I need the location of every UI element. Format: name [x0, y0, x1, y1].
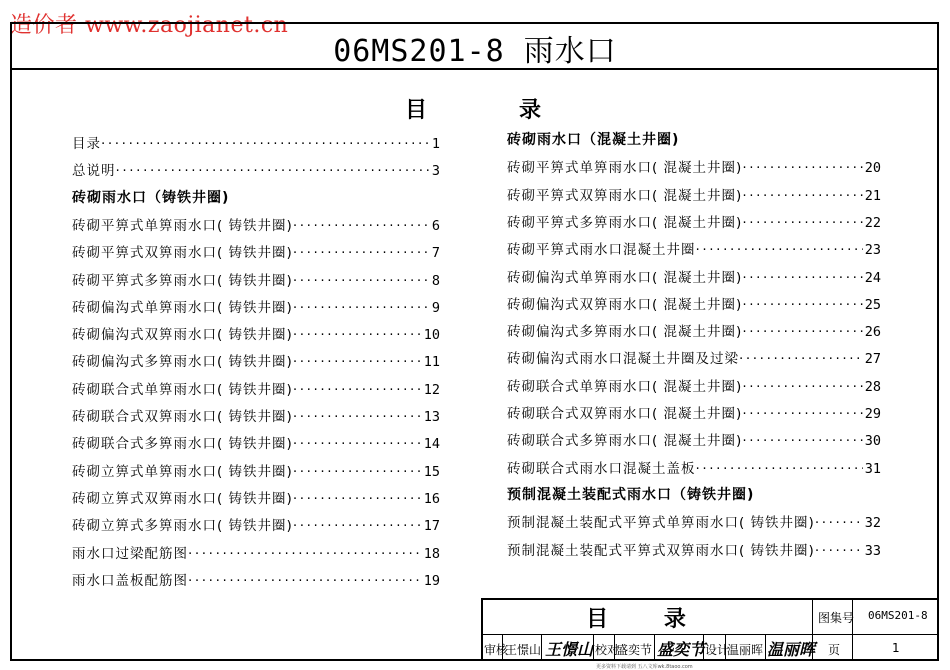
toc-leader-dots: [742, 297, 862, 313]
toc-leader-dots: [293, 382, 422, 398]
toc-leader-dots: [742, 270, 862, 286]
toc-entry[interactable]: [507, 320, 881, 340]
toc-leader-dots: [815, 543, 863, 559]
toc-entry[interactable]: [72, 405, 440, 425]
toc-entry[interactable]: [72, 542, 440, 562]
designer-signature: 温丽晖: [767, 640, 816, 659]
toc-entry[interactable]: [72, 350, 440, 370]
toc-leader-dots: [293, 327, 422, 343]
toc-entry-page: 22: [864, 214, 881, 231]
toc-leader-dots: [293, 354, 422, 370]
toc-entry-page: 28: [864, 378, 881, 395]
toc-entry[interactable]: [507, 184, 881, 204]
toc-leader-dots: [742, 433, 862, 449]
toc-entry-title: 砖砌偏沟式双箅雨水口( 混凝土井圈): [507, 296, 743, 313]
toc-entry[interactable]: [507, 375, 881, 395]
toc-entry[interactable]: [72, 132, 440, 152]
toc-entry[interactable]: [72, 214, 440, 234]
toc-entry-page: 1: [431, 136, 440, 152]
toc-entry-title: 目录: [72, 136, 101, 152]
toc-leader-dots: [293, 518, 422, 534]
toc-entry[interactable]: [507, 211, 881, 231]
toc-entry-page: 33: [864, 542, 881, 559]
toc-entry-title: 砖砌联合式雨水口混凝土盖板: [507, 460, 696, 477]
toc-section-heading: 砖砌雨水口（混凝土井圈): [507, 132, 680, 148]
toc-entry[interactable]: [507, 347, 881, 367]
toc-entry-title: 砖砌联合式单箅雨水口( 混凝土井圈): [507, 378, 743, 395]
title-block-divider: [765, 634, 766, 661]
toc-entry-title: 砖砌立箅式单箅雨水口( 铸铁井圈): [72, 463, 293, 480]
toc-leader-dots: [696, 242, 863, 258]
toc-entry-page: 3: [431, 163, 440, 180]
toc-entry-page: 7: [431, 245, 440, 262]
toc-leader-dots: [293, 245, 430, 261]
toc-entry-title: 砖砌平箅式双箅雨水口( 混凝土井圈): [507, 187, 743, 204]
toc-entry[interactable]: [507, 238, 881, 258]
toc-entry[interactable]: [72, 296, 440, 316]
toc-entry-page: 32: [864, 515, 881, 532]
toc-entry-title: 砖砌立箅式多箅雨水口( 铸铁井圈): [72, 518, 293, 535]
toc-entry-page: 25: [864, 296, 881, 313]
toc-entry[interactable]: [72, 569, 440, 589]
toc-leader-dots: [739, 351, 863, 367]
toc-entry-title: 预制混凝土装配式平箅式单箅雨水口( 铸铁井圈): [507, 515, 815, 532]
toc-entry-title: 砖砌联合式双箅雨水口( 混凝土井圈): [507, 406, 743, 422]
toc-entry[interactable]: [507, 266, 881, 286]
toc-entry-page: 23: [864, 242, 881, 259]
page-label: 页: [828, 643, 841, 657]
toc-entry[interactable]: [72, 514, 440, 534]
toc-leader-dots: [293, 491, 422, 507]
toc-entry[interactable]: [72, 460, 440, 480]
toc-section-heading: 预制混凝土装配式雨水口（铸铁井圈): [507, 486, 755, 503]
designer-name: 温丽晖: [727, 643, 764, 657]
toc-entry[interactable]: [72, 487, 440, 507]
toc-entry-title: 预制混凝土装配式平箅式双箅雨水口( 铸铁井圈): [507, 542, 815, 559]
toc-entry-page: 6: [431, 217, 440, 234]
toc-entry-title: 雨水口过梁配筋图: [72, 545, 188, 562]
toc-entry[interactable]: [507, 539, 881, 559]
toc-entry-page: 12: [423, 381, 440, 398]
toc-heading-right: 录: [519, 98, 542, 123]
toc-leader-dots: [696, 461, 863, 477]
toc-entry-title: 砖砌偏沟式单箅雨水口( 铸铁井圈): [72, 299, 293, 316]
title-block-divider: [593, 634, 594, 661]
toc-entry-title: 砖砌平箅式雨水口混凝土井圈: [507, 242, 696, 259]
toc-entry[interactable]: [72, 378, 440, 398]
toc-section-heading: 砖砌雨水口（铸铁井圈): [72, 189, 230, 206]
toc-entry-title: 砖砌平箅式多箅雨水口( 混凝土井圈): [507, 214, 743, 231]
toc-entry-page: 18: [423, 545, 440, 562]
toc-entry-title: 砖砌平箅式多箅雨水口( 铸铁井圈): [72, 272, 293, 289]
toc-entry[interactable]: [507, 429, 881, 449]
toc-entry-title: 砖砌偏沟式双箅雨水口( 铸铁井圈): [72, 327, 293, 344]
checker-signature: 盛奕节: [657, 640, 706, 659]
toc-entry-page: 30: [864, 433, 881, 450]
toc-entry-title: 砖砌平箅式双箅雨水口( 铸铁井圈): [72, 245, 293, 262]
download-footnote: 更多资料下载请到 五八文库wk.8taoo.com: [596, 664, 693, 670]
toc-entry-page: 16: [423, 490, 440, 507]
toc-leader-dots: [742, 215, 862, 231]
toc-entry[interactable]: [72, 159, 440, 179]
toc-leader-dots: [742, 379, 862, 395]
toc-entry-title: 砖砌平箅式单箅雨水口( 混凝土井圈): [507, 160, 743, 177]
toc-entry-title: 砖砌联合式多箅雨水口( 铸铁井圈): [72, 436, 293, 453]
toc-entry[interactable]: [72, 269, 440, 289]
toc-entry-title: 砖砌偏沟式多箅雨水口( 混凝土井圈): [507, 324, 743, 341]
toc-entry-page: 15: [423, 463, 440, 480]
toc-heading-left: 目: [405, 98, 428, 123]
page-number: 1: [892, 641, 900, 655]
toc-entry[interactable]: [507, 293, 881, 313]
toc-heading: [0, 93, 950, 121]
toc-entry-page: 13: [423, 409, 440, 425]
toc-entry-page: 27: [864, 351, 881, 368]
toc-entry[interactable]: [507, 457, 881, 477]
toc-entry[interactable]: [507, 402, 881, 422]
toc-entry[interactable]: [507, 156, 881, 176]
toc-entry-title: 砖砌联合式单箅雨水口( 铸铁井圈): [72, 381, 293, 398]
title-block-sheet-title: 目 录: [586, 606, 710, 632]
toc-entry-page: 8: [431, 272, 440, 289]
toc-entry-page: 9: [431, 299, 440, 316]
reviewer-signature: 王憬山: [545, 640, 594, 659]
toc-leader-dots: [742, 188, 862, 204]
toc-entry[interactable]: [72, 323, 440, 343]
atlas-number-label: 图集号: [818, 611, 855, 625]
toc-leader-dots: [293, 436, 422, 452]
toc-entry-page: 10: [423, 327, 440, 344]
toc-leader-dots: [742, 324, 862, 340]
toc-entry-title: 砖砌偏沟式多箅雨水口( 铸铁井圈): [72, 354, 293, 371]
design-label: 设计: [705, 643, 730, 657]
review-label: 审核: [484, 643, 509, 657]
toc-leader-dots: [101, 136, 430, 152]
toc-leader-dots: [742, 160, 862, 176]
toc-leader-dots: [116, 163, 430, 179]
toc-entry-page: 19: [423, 572, 440, 589]
toc-entry-page: 17: [423, 518, 440, 535]
toc-leader-dots: [293, 300, 430, 316]
site-watermark: 造价者 www.zaojianet.cn: [10, 13, 289, 38]
page-title: 06MS201-8 雨水口: [333, 34, 617, 69]
toc-leader-dots: [293, 218, 430, 234]
toc-leader-dots: [293, 273, 430, 289]
toc-entry-page: 14: [423, 436, 440, 453]
toc-entry[interactable]: [72, 241, 440, 261]
toc-leader-dots: [293, 409, 422, 425]
toc-entry-page: 11: [423, 354, 440, 371]
toc-entry[interactable]: [507, 511, 881, 531]
title-block-divider: [852, 598, 853, 661]
check-label: 校对: [595, 643, 620, 657]
toc-entry-title: 砖砌平箅式单箅雨水口( 铸铁井圈): [72, 217, 293, 234]
toc-leader-dots: [188, 573, 422, 589]
toc-leader-dots: [742, 406, 862, 422]
toc-entry-title: 总说明: [72, 163, 116, 180]
toc-entry-title: 砖砌联合式双箅雨水口( 铸铁井圈): [72, 409, 293, 425]
toc-entry-title: 砖砌联合式多箅雨水口( 混凝土井圈): [507, 433, 743, 450]
toc-entry-title: 砖砌偏沟式雨水口混凝土井圈及过梁: [507, 351, 739, 368]
toc-entry[interactable]: [72, 432, 440, 452]
title-block-divider: [654, 634, 655, 661]
atlas-number: 06MS201-8: [868, 609, 928, 622]
checker-name: 盛奕节: [616, 643, 653, 657]
toc-leader-dots: [815, 515, 863, 531]
toc-entry-title: 砖砌偏沟式单箅雨水口( 混凝土井圈): [507, 269, 743, 286]
toc-entry-page: 21: [864, 187, 881, 204]
toc-leader-dots: [293, 464, 422, 480]
title-block-divider: [481, 634, 939, 635]
toc-entry-page: 24: [864, 269, 881, 286]
toc-leader-dots: [188, 546, 422, 562]
toc-entry-page: 26: [864, 324, 881, 341]
toc-entry-title: 雨水口盖板配筋图: [72, 572, 188, 589]
title-block-divider: [541, 634, 542, 661]
toc-entry-title: 砖砌立箅式双箅雨水口( 铸铁井圈): [72, 490, 293, 507]
toc-entry-page: 29: [864, 406, 881, 422]
toc-entry-page: 31: [864, 460, 881, 477]
toc-entry-page: 20: [864, 160, 881, 177]
reviewer-name: 王憬山: [505, 643, 542, 657]
